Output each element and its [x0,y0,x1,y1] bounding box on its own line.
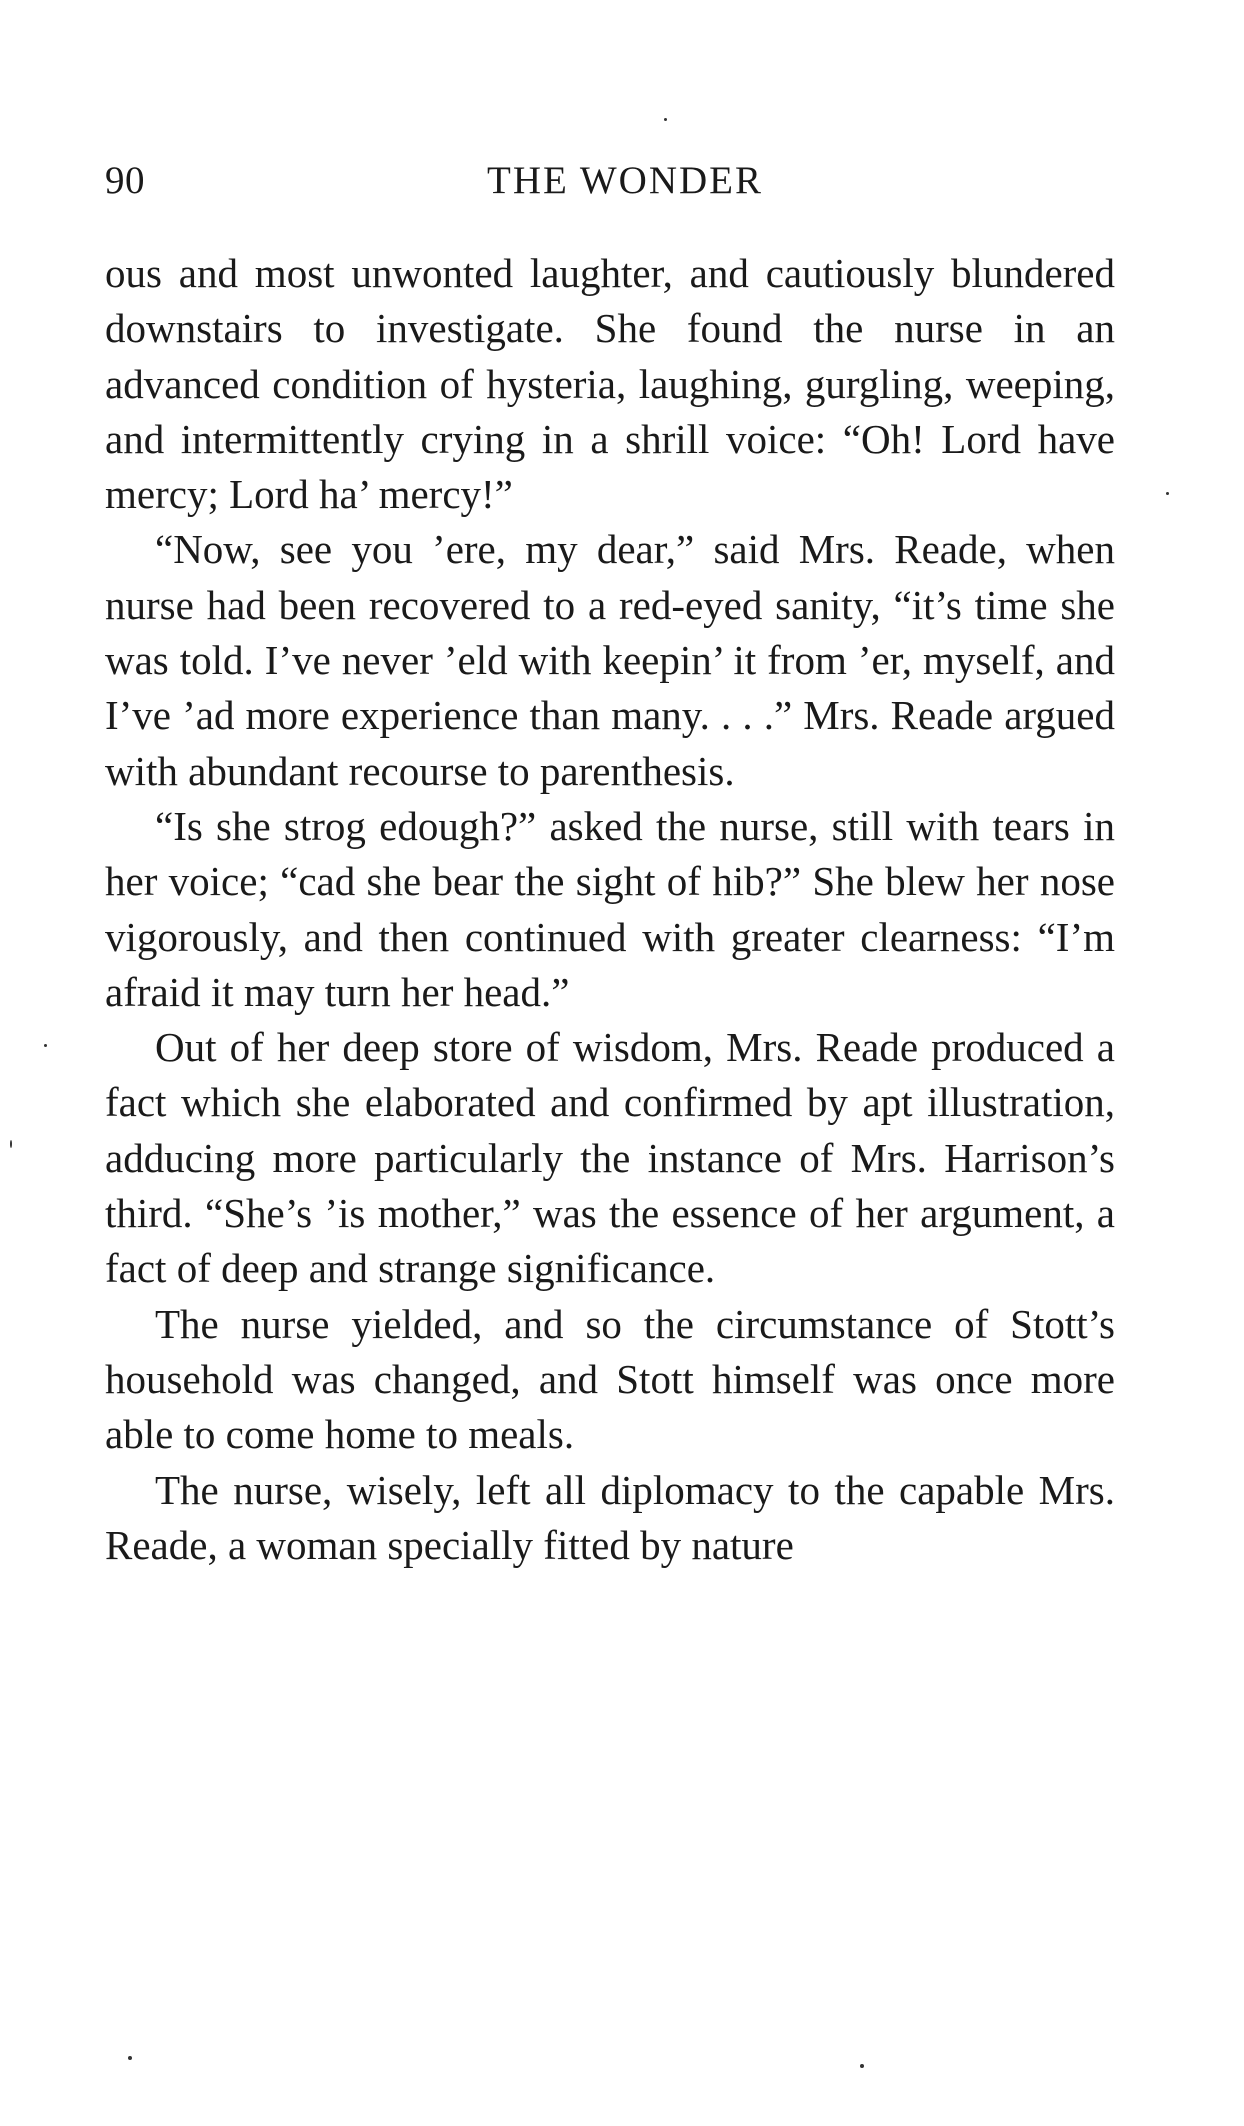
body-text [105,246,1115,1573]
scan-speck [128,2056,132,2060]
scan-speck [44,1044,47,1047]
scan-speck [1166,492,1169,495]
running-title: THE WONDER [487,159,763,202]
paragraph: The nurse, wisely, left all diplomacy to the capable Mrs. Reade, a woman specially fitted by nature [105,1466,1115,1568]
paragraph: “Is she strog edough?” asked the nurse, still with tears in her voice; “cad she bear the sight of hib?” She blew her nose vigorously, and then continued with greater clearness: “I’m afraid it may turn her head.” [105,802,1115,1015]
paragraph: The nurse yielded, and so the circumstance of Stott’s household was changed, and Stott himself was once more able to come home to meals. [105,1300,1115,1458]
scan-speck [10,1140,12,1148]
paragraph: Out of her deep store of wisdom, Mrs. Reade produced a fact which she elaborated and confirmed by apt illustration, adducing more particularly the instance of Mrs. Harrison’s third. “She’s ’is mother,” was the essence of her argument, a fact of deep and strange significance. [105,1024,1115,1292]
page-number: 90 [105,159,145,202]
scan-speck [664,118,667,121]
paragraph-continued: ous and most unwonted laughter, and cautiously blundered downstairs to investigate. She found the nurse in an advanced condition of hysteria, laughing, gurgling, weeping, and intermittently crying in a shrill voice: “Oh! Lord have mercy; Lord ha’ mercy!” [105,250,1115,518]
scan-speck [860,2064,864,2068]
page-header [105,158,1115,218]
paragraph: “Now, see you ’ere, my dear,” said Mrs. Reade, when nurse had been recovered to a red-eyed sanity, “it’s time she was told. I’ve never ’eld with keepin’ it from ’er, myself, and I’ve ’ad more experience than many. . . .” Mrs. Reade argued with abundant recourse to parenthesis. [105,526,1115,794]
